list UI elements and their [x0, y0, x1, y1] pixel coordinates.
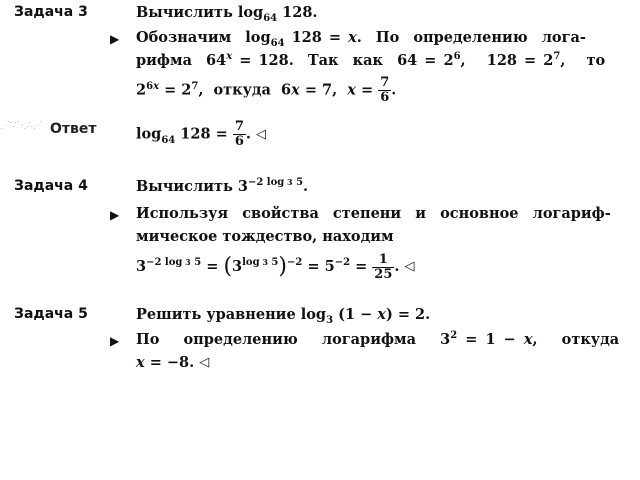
problem-4-solution-line-2: мическое тождество, находим: [136, 228, 394, 245]
end-marker-icon: ◁: [255, 126, 266, 142]
solution-marker-icon: ▶: [110, 208, 120, 222]
problem-5-statement-expr: $\log_3 (1 - x) = 2$.: [300, 306, 431, 326]
fraction-7-6: $\frac{7}{6}$: [380, 75, 390, 105]
problem-5-solution-line-2: x = −8. ◁: [136, 354, 210, 371]
problem-4-statement-expr: $3^{-2 log 3 5}$.: [237, 177, 309, 195]
problem-4-label: Задача 4: [14, 178, 88, 194]
solution-marker-icon: ▶: [110, 32, 120, 46]
problem-5-label: Задача 5: [14, 306, 88, 322]
problem-3-answer: $\log_{64} 128$ = $\frac{7}{6}$ . ◁: [136, 119, 266, 149]
answer-label: Ответ: [50, 121, 97, 137]
problem-5-statement: [136, 306, 431, 326]
scan-noise: ⋰∵⋱∴⋰: [0, 120, 43, 131]
problem-4-solution-line-1: Используя свойства степени и основное логариф-: [136, 205, 611, 222]
problem-3-solution-line-2: рифма $64^x = 128$. Так как $64 = 2^6$, $128 = 2^7$, то: [136, 51, 606, 69]
problem-5-solution-line-1: По определению логарифма $3^2 = 1 - x$, откуда: [136, 330, 620, 348]
problem-5-statement-text: Решить уравнение: [136, 306, 296, 323]
end-marker-icon: ◁: [199, 355, 210, 370]
problem-4-statement: [136, 178, 308, 195]
end-marker-icon: ◁: [404, 259, 415, 274]
problem-3-label: Задача 3: [14, 4, 88, 20]
problem-3-solution-line-1: Обозначим $\log_{64} 128 = x$. По определению лога-: [136, 29, 586, 49]
problem-3-statement-expr: $\log_{64} 128$.: [237, 4, 318, 24]
problem-3-solution-line-3: $2^{6x} = 2^7$, откуда 6x = 7, x = $\frac{7}{6}$ .: [136, 75, 397, 105]
problem-3-statement-text: Вычислить: [136, 4, 233, 21]
fraction-1-25: $\frac{1}{25}$: [374, 251, 393, 282]
problem-3-statement: [136, 4, 318, 24]
fraction-7-6-answer: $\frac{7}{6}$: [234, 119, 244, 149]
problem-4-statement-text: Вычислить: [136, 178, 233, 195]
solution-marker-icon: ▶: [110, 334, 120, 348]
problem-4-solution-line-3: $3^{-2 log 3 5} = (3^{log 3 5})^{-2} = 5^{-2}$ = $\frac{1}{25}$ . ◁: [136, 251, 415, 282]
